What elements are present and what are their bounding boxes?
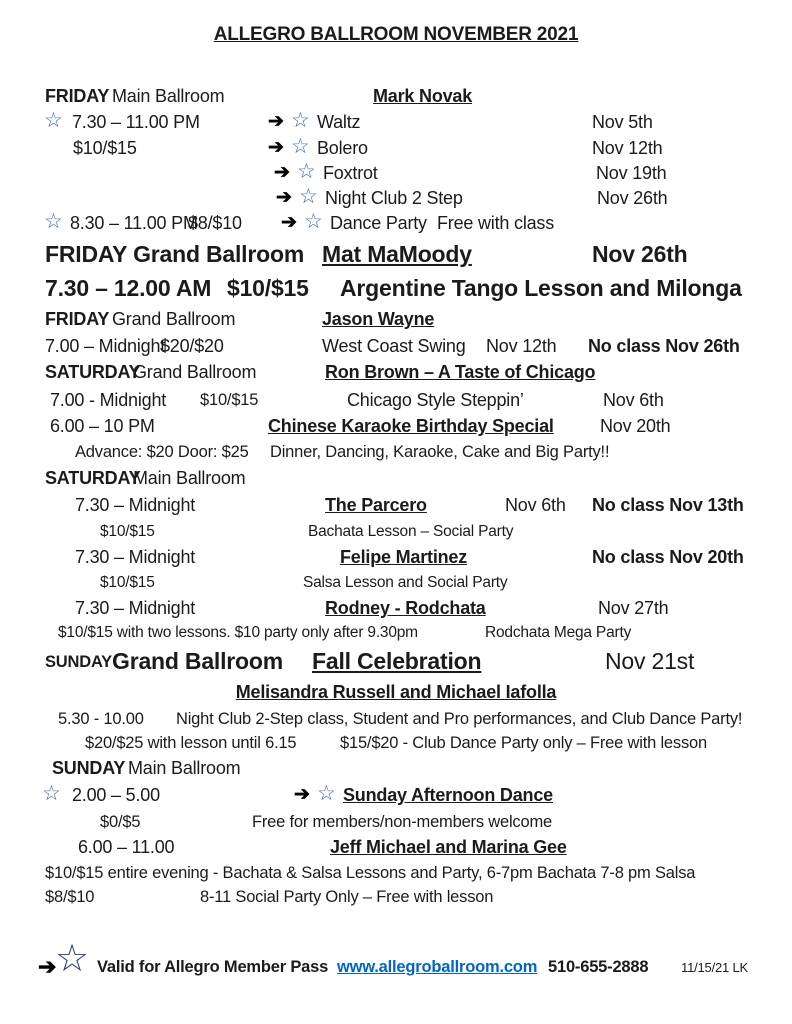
friday-main-room: Main Ballroom — [112, 86, 225, 106]
saturday-main-day: SATURDAY — [45, 468, 141, 488]
friday-grand-wcs-class: West Coast Swing — [322, 336, 466, 356]
star-icon: ☆ — [317, 782, 336, 805]
rodney-name: Rodney - Rodchata — [325, 598, 486, 618]
saturday-grand-date-2: Nov 20th — [600, 416, 671, 436]
sunday-main-room: Main Ballroom — [128, 758, 241, 778]
afternoon-dance-note: Free for members/non-members welcome — [252, 813, 552, 831]
member-pass-star-icon: ☆ — [55, 938, 90, 980]
parcero-note: No class Nov 13th — [592, 495, 744, 515]
rodney-date: Nov 27th — [598, 598, 669, 618]
arrow-icon: ➔ — [38, 954, 57, 979]
friday-grand-tango-time: 7.30 – 12.00 AM — [45, 275, 212, 301]
friday-grand-tango-instructor: Mat MaMoody — [322, 241, 472, 267]
parcero-date: Nov 6th — [505, 495, 566, 515]
star-icon: ☆ — [42, 782, 61, 805]
saturday-grand-date-1: Nov 6th — [603, 390, 664, 410]
date-waltz: Nov 5th — [592, 112, 653, 132]
star-icon: ☆ — [299, 185, 318, 208]
saturday-grand-time-2: 6.00 – 10 PM — [50, 416, 155, 436]
saturday-grand-room: Grand Ballroom — [133, 362, 257, 382]
fall-celebration-title: Fall Celebration — [312, 648, 482, 674]
friday-grand-tango-price: $10/$15 — [227, 275, 309, 301]
friday-grand-wcs-instructor: Jason Wayne — [322, 309, 435, 329]
class-waltz: Waltz — [317, 112, 361, 132]
arrow-icon: ➔ — [294, 784, 310, 805]
friday-main-price-1: $10/$15 — [73, 138, 137, 158]
fall-celebration-time: 5.30 - 10.00 — [58, 710, 144, 728]
afternoon-dance-title: Sunday Afternoon Dance — [343, 785, 553, 805]
evening-price-2: $8/$10 — [45, 888, 95, 906]
fall-celebration-desc: Night Club 2-Step class, Student and Pro performances, and Club Dance Party! — [176, 710, 743, 728]
page-title: ALLEGRO BALLROOM NOVEMBER 2021 — [213, 24, 579, 45]
evening-instructors: Jeff Michael and Marina Gee — [330, 837, 567, 857]
fall-celebration-price-2: $15/$20 - Club Dance Party only – Free with lesson — [340, 734, 707, 752]
evening-line-1: $10/$15 entire evening - Bachata & Salsa Lessons and Party, 6-7pm Bachata 7-8 pm Salsa — [45, 864, 696, 882]
class-foxtrot: Foxtrot — [323, 163, 378, 183]
felipe-price: $10/$15 — [100, 574, 155, 591]
saturday-grand-class-1: Chicago Style Steppin’ — [347, 390, 524, 410]
star-icon: ☆ — [291, 135, 310, 158]
friday-main-price-2: $8/$10 — [188, 213, 242, 233]
rodney-price: $10/$15 with two lessons. $10 party only after 9.30pm — [58, 624, 418, 641]
star-icon: ☆ — [297, 160, 316, 183]
friday-grand-wcs-day: FRIDAY — [45, 309, 110, 329]
member-pass-note: Valid for Allegro Member Pass — [97, 958, 329, 976]
friday-grand-wcs-date: Nov 12th — [486, 336, 557, 356]
friday-main-day: FRIDAY — [45, 86, 110, 106]
arrow-icon: ➔ — [281, 212, 297, 233]
rodney-desc: Rodchata Mega Party — [485, 624, 632, 641]
website-link[interactable]: www.allegroballroom.com — [337, 958, 538, 976]
sunday-grand-day: SUNDAY — [45, 653, 112, 671]
fall-celebration-instructors: Melisandra Russell and Michael Iafolla — [235, 682, 557, 702]
parcero-name: The Parcero — [325, 495, 427, 515]
friday-main-time-2: 8.30 – 11.00 PM — [70, 213, 198, 233]
karaoke-desc: Dinner, Dancing, Karaoke, Cake and Big Party!! — [270, 443, 610, 461]
fall-celebration-price-1: $20/$25 with lesson until 6.15 — [85, 734, 297, 752]
afternoon-dance-price: $0/$5 — [100, 813, 141, 831]
class-bolero: Bolero — [317, 138, 368, 158]
star-icon: ☆ — [291, 109, 310, 132]
dance-party-note: Free with class — [437, 213, 555, 233]
fall-celebration-date: Nov 21st — [605, 648, 695, 674]
arrow-icon: ➔ — [276, 187, 292, 208]
revision-stamp: 11/15/21 LK — [681, 960, 748, 975]
saturday-grand-instructor: Ron Brown – A Taste of Chicago — [325, 362, 596, 382]
friday-main-time-1: 7.30 – 11.00 PM — [72, 112, 200, 132]
parcero-desc: Bachata Lesson – Social Party — [308, 523, 514, 540]
friday-grand-wcs-note: No class Nov 26th — [588, 336, 740, 356]
date-foxtrot: Nov 19th — [596, 163, 667, 183]
felipe-time: 7.30 – Midnight — [75, 547, 196, 567]
afternoon-dance-time: 2.00 – 5.00 — [72, 785, 160, 805]
date-nightclub2step: Nov 26th — [597, 188, 668, 208]
evening-time: 6.00 – 11.00 — [78, 837, 175, 857]
friday-grand-tango-date: Nov 26th — [592, 241, 688, 267]
friday-main-instructor: Mark Novak — [373, 86, 473, 106]
friday-grand-wcs-price: $20/$20 — [160, 336, 224, 356]
star-icon: ☆ — [304, 210, 323, 233]
arrow-icon: ➔ — [268, 111, 284, 132]
saturday-grand-price-1: $10/$15 — [200, 391, 259, 409]
karaoke-price: Advance: $20 Door: $25 — [75, 443, 249, 461]
parcero-time: 7.30 – Midnight — [75, 495, 196, 515]
date-bolero: Nov 12th — [592, 138, 663, 158]
felipe-name: Felipe Martinez — [340, 547, 468, 567]
sunday-grand-room: Grand Ballroom — [112, 648, 284, 674]
rodney-time: 7.30 – Midnight — [75, 598, 196, 618]
star-icon: ☆ — [44, 109, 63, 132]
karaoke-special-title: Chinese Karaoke Birthday Special — [268, 416, 554, 436]
dance-party-label: Dance Party — [330, 213, 427, 233]
arrow-icon: ➔ — [268, 137, 284, 158]
felipe-desc: Salsa Lesson and Social Party — [303, 574, 508, 591]
saturday-main-room: Main Ballroom — [133, 468, 246, 488]
star-icon: ☆ — [44, 210, 63, 233]
friday-grand-tango-header: FRIDAY Grand Ballroom — [45, 241, 305, 267]
parcero-price: $10/$15 — [100, 523, 155, 540]
saturday-grand-time-1: 7.00 - Midnight — [50, 390, 167, 410]
arrow-icon: ➔ — [274, 162, 290, 183]
evening-line-2: 8-11 Social Party Only – Free with lesson — [200, 888, 494, 906]
felipe-note: No class Nov 20th — [592, 547, 744, 567]
friday-grand-wcs-room: Grand Ballroom — [112, 309, 236, 329]
friday-grand-tango-event: Argentine Tango Lesson and Milonga — [340, 275, 742, 301]
friday-grand-wcs-time: 7.00 – Midnight — [45, 336, 166, 356]
saturday-grand-day: SATURDAY — [45, 362, 141, 382]
phone-number: 510-655-2888 — [548, 958, 649, 976]
sunday-main-day: SUNDAY — [52, 758, 126, 778]
class-nightclub2step: Night Club 2 Step — [325, 188, 463, 208]
